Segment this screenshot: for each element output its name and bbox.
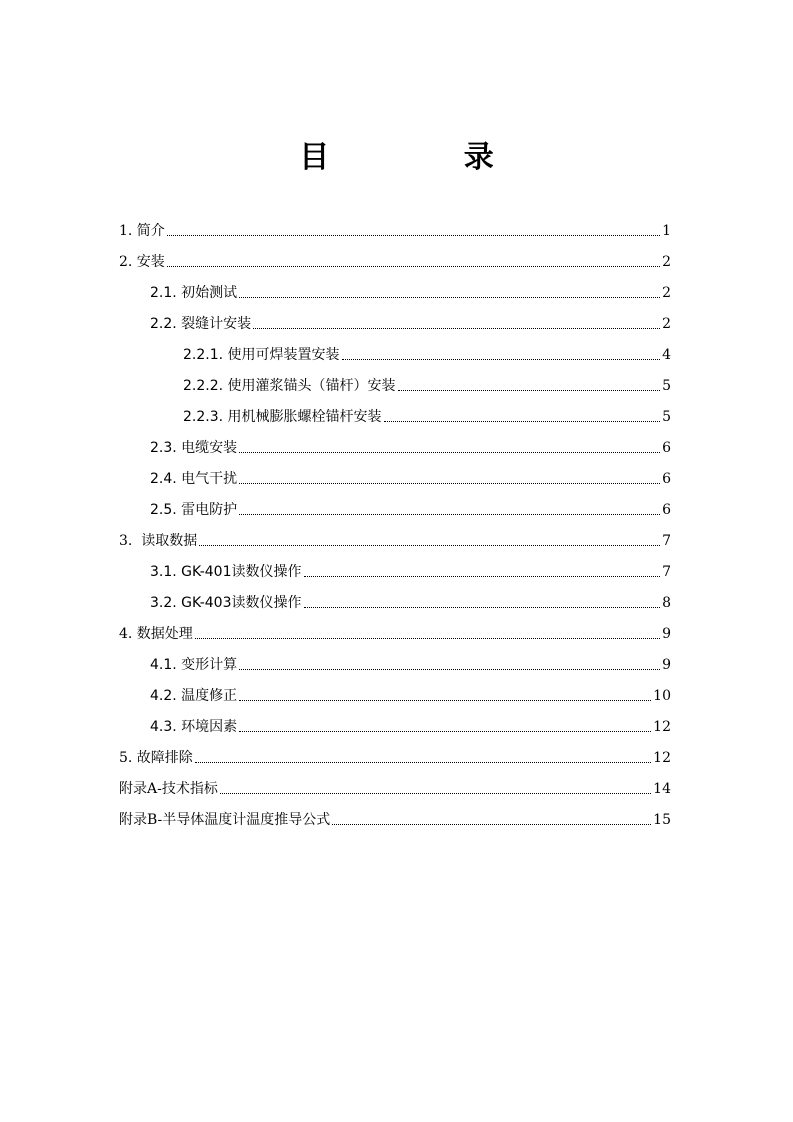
dot-leader [398, 389, 661, 391]
toc-entry-page: 4 [662, 347, 671, 363]
toc-entry-page: 7 [662, 564, 671, 580]
toc-entry-page: 5 [662, 378, 671, 394]
dot-leader [195, 637, 660, 639]
toc-entry-install[interactable] [119, 247, 671, 271]
toc-entry-deformation-calc[interactable] [150, 650, 671, 674]
dot-leader [239, 482, 660, 484]
toc-entry-label: 2. 安装 [119, 254, 165, 270]
dot-leader [384, 420, 661, 422]
toc-entry-page: 7 [662, 533, 671, 549]
toc-entry-grouted-anchor[interactable] [183, 371, 671, 395]
dot-leader [253, 327, 660, 329]
toc-entry-page: 2 [662, 285, 671, 301]
toc-entry-label: 5. 故障排除 [119, 750, 193, 766]
toc-entry-weldable-install[interactable] [183, 340, 671, 364]
toc-entry-page: 12 [653, 750, 671, 766]
toc-entry-label: 2.1. 初始测试 [150, 285, 238, 301]
toc-entry-electrical-noise[interactable] [150, 464, 671, 488]
toc-entry-intro[interactable] [119, 216, 671, 240]
toc-entry-gk401[interactable] [150, 557, 671, 581]
toc-entry-environmental-factors[interactable] [150, 712, 671, 736]
toc-entry-lightning[interactable] [150, 495, 671, 519]
toc-entry-label: 2.4. 电气干扰 [150, 471, 238, 487]
dot-leader [167, 234, 660, 236]
toc-entry-page: 1 [662, 223, 671, 239]
dot-leader [239, 730, 651, 732]
dot-leader [342, 358, 661, 360]
toc-entry-label: 2.5. 雷电防护 [150, 502, 238, 518]
toc-entry-page: 6 [662, 502, 671, 518]
toc-entry-appendix-a[interactable] [119, 774, 671, 798]
dot-leader [239, 451, 660, 453]
toc-entry-page: 8 [662, 595, 671, 611]
toc-entry-label: 3.1. GK-401读数仪操作 [150, 564, 302, 580]
toc-entry-read-data[interactable] [119, 526, 671, 550]
toc-entry-page: 5 [662, 409, 671, 425]
toc-entry-page: 10 [653, 688, 671, 704]
toc-entry-label: 附录B-半导体温度计温度推导公式 [119, 812, 331, 828]
dot-leader [239, 699, 651, 701]
toc-entry-label: 2.2.1. 使用可焊装置安装 [183, 347, 340, 363]
toc-entry-label: 4.2. 温度修正 [150, 688, 238, 704]
toc-entry-page: 6 [662, 471, 671, 487]
toc-entry-temperature-correction[interactable] [150, 681, 671, 705]
dot-leader [239, 296, 660, 298]
toc-entry-expansion-bolt[interactable] [183, 402, 671, 426]
dot-leader [304, 575, 661, 577]
toc-entry-label: 2.3. 电缆安装 [150, 440, 238, 456]
toc-entry-cable-install[interactable] [150, 433, 671, 457]
toc-entry-label: 2.2. 裂缝计安装 [150, 316, 252, 332]
page-title: 目 录 [299, 140, 556, 175]
dot-leader [195, 761, 651, 763]
dot-leader [199, 544, 660, 546]
dot-leader [239, 513, 660, 515]
toc-entry-label: 4.1. 变形计算 [150, 657, 238, 673]
toc-entry-data-processing[interactable] [119, 619, 671, 643]
dot-leader [239, 668, 660, 670]
toc-entry-label: 2.2.2. 使用灌浆锚头（锚杆）安装 [183, 378, 396, 394]
toc-entry-label: 4. 数据处理 [119, 626, 193, 642]
toc-entry-page: 14 [653, 781, 671, 797]
toc-entry-page: 6 [662, 440, 671, 456]
toc-entry-troubleshooting[interactable] [119, 743, 671, 767]
toc-entry-page: 2 [662, 316, 671, 332]
toc-entry-crackmeter-install[interactable] [150, 309, 671, 333]
toc-entry-appendix-b[interactable] [119, 805, 671, 829]
toc-entry-page: 9 [662, 626, 671, 642]
toc-entry-page: 15 [653, 812, 671, 828]
toc-entry-initial-test[interactable] [150, 278, 671, 302]
toc-entry-page: 12 [653, 719, 671, 735]
toc-entry-label: 1. 简介 [119, 223, 165, 239]
dot-leader [220, 792, 651, 794]
toc-entry-gk403[interactable] [150, 588, 671, 612]
toc-entry-label: 4.3. 环境因素 [150, 719, 238, 735]
toc-entry-label: 3. 读取数据 [119, 533, 198, 549]
dot-leader [304, 606, 661, 608]
toc-entry-page: 2 [662, 254, 671, 270]
toc-entry-label: 2.2.3. 用机械膨胀螺栓锚杆安装 [183, 409, 382, 425]
toc-entry-label: 3.2. GK-403读数仪操作 [150, 595, 302, 611]
dot-leader [167, 265, 660, 267]
toc-entry-page: 9 [662, 657, 671, 673]
toc-entry-label: 附录A-技术指标 [119, 781, 218, 797]
dot-leader [332, 823, 651, 825]
